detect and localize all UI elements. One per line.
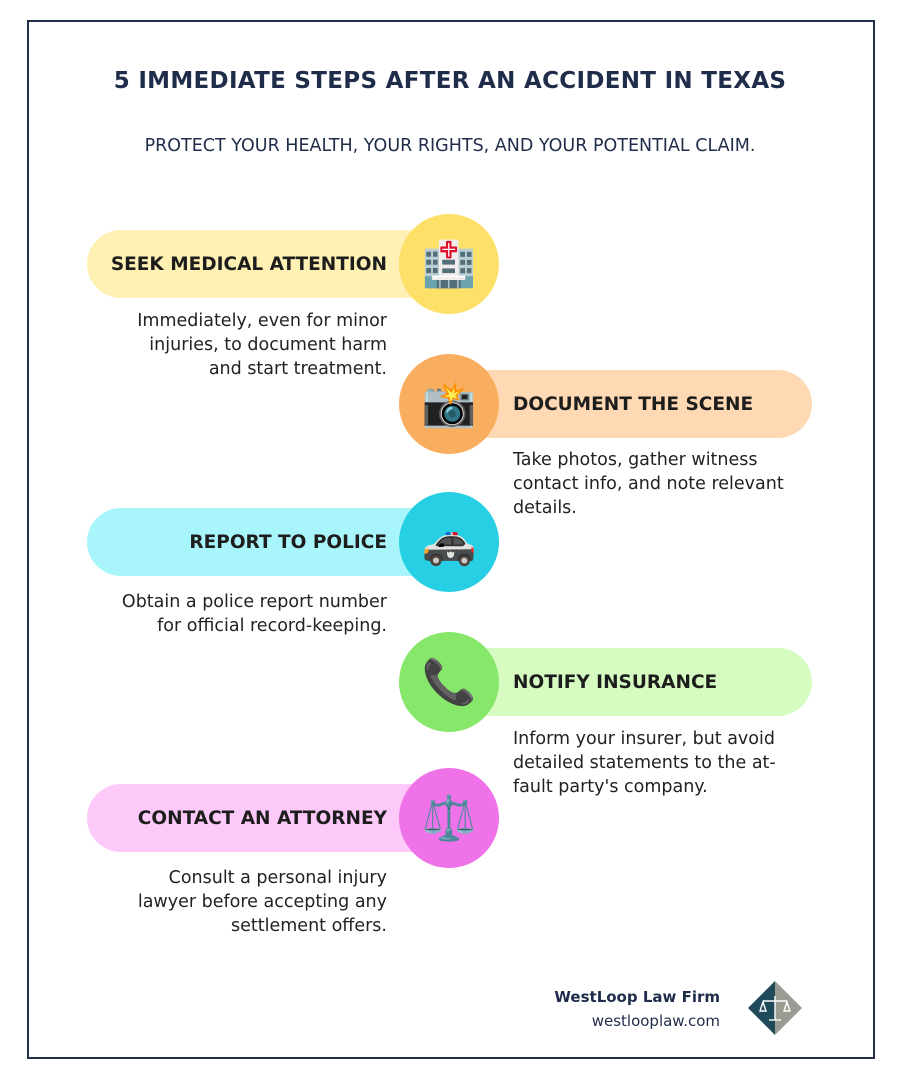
step-description: Immediately, even for minor injuries, to document harm and start treatment. bbox=[137, 311, 387, 379]
telephone-icon: 📞 bbox=[399, 632, 499, 732]
step-title: REPORT TO POLICE bbox=[189, 531, 387, 553]
step-title: NOTIFY INSURANCE bbox=[513, 671, 718, 693]
scales-icon: ⚖️ bbox=[399, 768, 499, 868]
step-description: Take photos, gather witness contact info, and note relevant details. bbox=[513, 450, 784, 518]
firm-name: WestLoop Law Firm bbox=[554, 988, 720, 1006]
step-title: DOCUMENT THE SCENE bbox=[513, 393, 754, 415]
step-description: Consult a personal injury lawyer before accepting any settlement offers. bbox=[137, 868, 387, 936]
camera-flash-icon: 📸 bbox=[399, 354, 499, 454]
hospital-icon: 🏥 bbox=[399, 214, 499, 314]
step-title: CONTACT AN ATTORNEY bbox=[137, 807, 387, 829]
police-car-icon: 🚓 bbox=[399, 492, 499, 592]
scales-logo-icon bbox=[748, 981, 802, 1035]
firm-url[interactable]: westlooplaw.com bbox=[591, 1012, 720, 1030]
page-title: 5 IMMEDIATE STEPS AFTER AN ACCIDENT IN TEXAS bbox=[113, 68, 787, 94]
step-description: Obtain a police report number for official record-keeping. bbox=[121, 592, 387, 636]
page-subtitle: PROTECT YOUR HEALTH, YOUR RIGHTS, AND YOUR POTENTIAL CLAIM. bbox=[144, 136, 756, 156]
step-title: SEEK MEDICAL ATTENTION bbox=[110, 253, 387, 275]
step-description: Inform your insurer, but avoid detailed statements to the at-fault party's company. bbox=[513, 729, 776, 797]
